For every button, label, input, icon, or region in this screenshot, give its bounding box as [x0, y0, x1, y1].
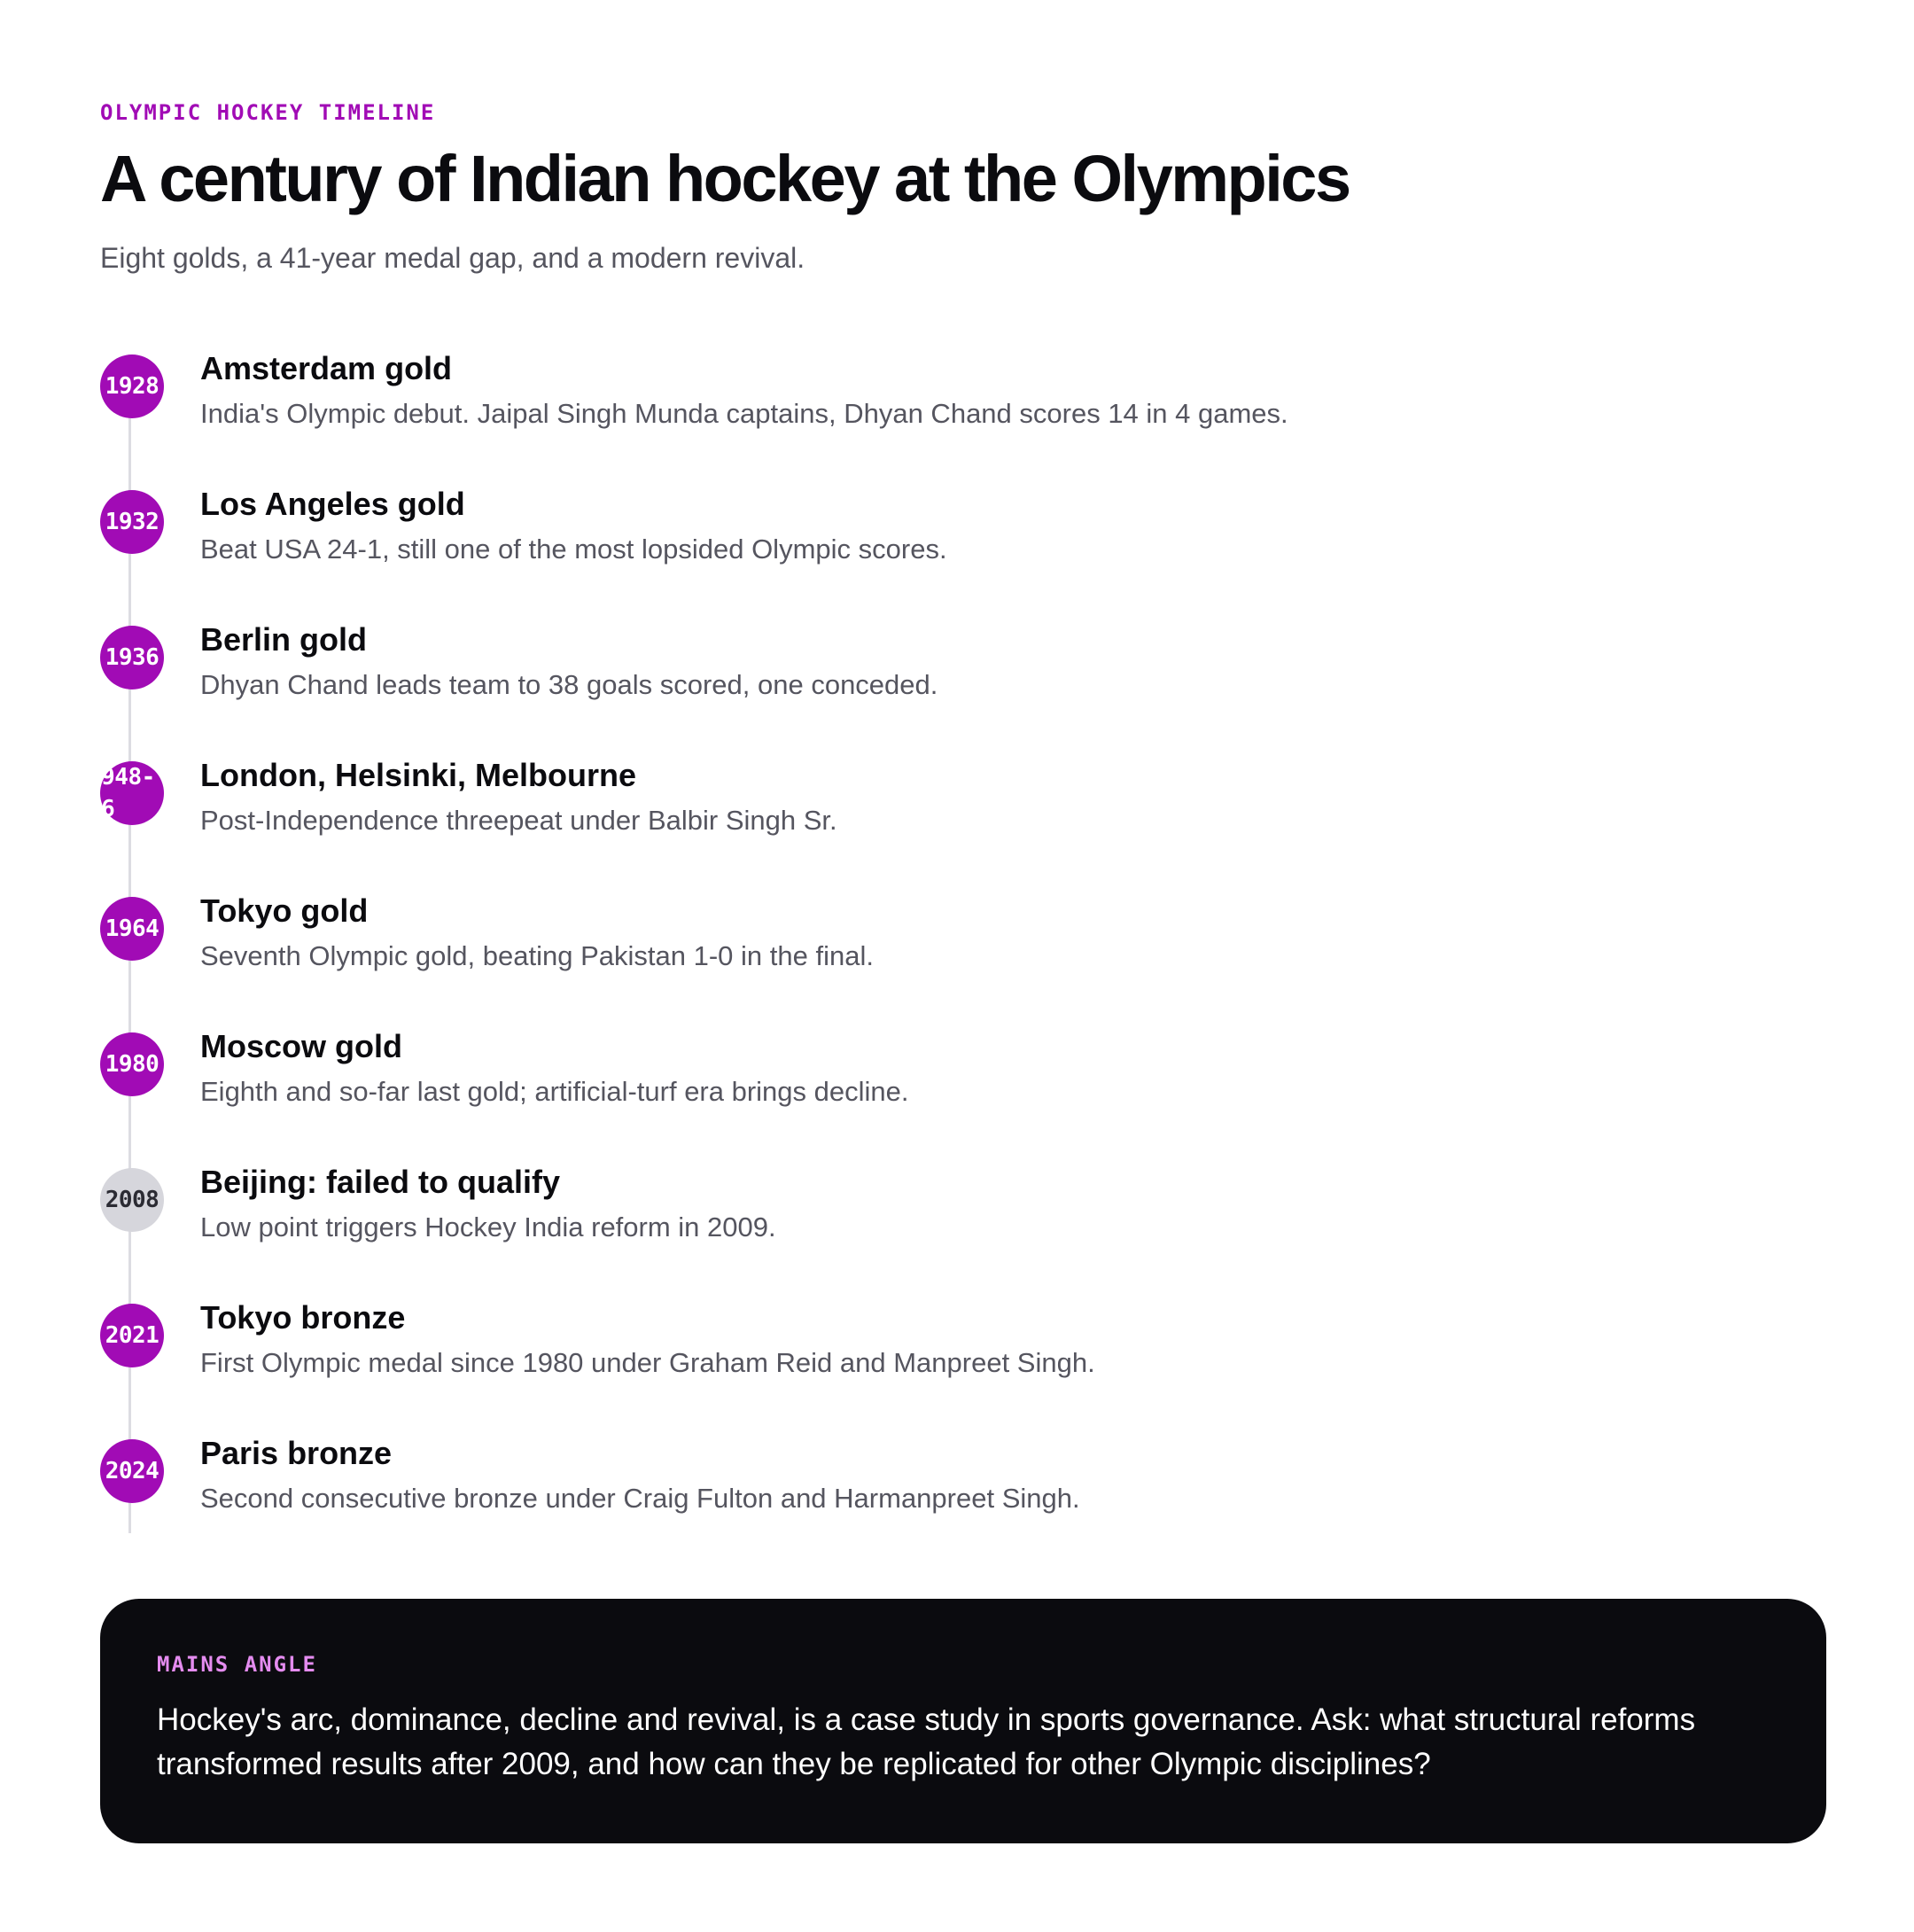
mains-angle-callout — [100, 1599, 1826, 1843]
timeline-event — [88, 757, 1784, 876]
timeline-event — [100, 350, 1784, 470]
timeline-event — [100, 486, 1784, 605]
year-marker — [100, 1032, 164, 1096]
year-label: 1948-56 — [88, 764, 155, 822]
year-label: 2021 — [105, 1322, 160, 1349]
year-label: 1932 — [105, 509, 160, 535]
year-label: 2008 — [105, 1187, 160, 1213]
callout-text: Hockey's arc, dominance, decline and revival, is a case study in sports governance. Ask: what structural reforms transformed results after 2009, and how can they be replicated for other Olympic disciplines? — [157, 1702, 1696, 1781]
event-description: India's Olympic debut. Jaipal Singh Munda captains, Dhyan Chand scores 14 in 4 games. — [200, 398, 1288, 429]
eyebrow-label: OLYMPIC HOCKEY TIMELINE — [100, 100, 436, 125]
event-description: Seventh Olympic gold, beating Pakistan 1-0 in the final. — [200, 940, 874, 971]
year-marker — [100, 354, 164, 418]
year-label: 2024 — [105, 1458, 160, 1484]
event-title: Moscow gold — [200, 1028, 402, 1064]
timeline-event — [100, 621, 1784, 741]
event-title: London, Helsinki, Melbourne — [200, 757, 637, 793]
year-label: 1980 — [105, 1051, 160, 1078]
event-description: Second consecutive bronze under Craig Fulton and Harmanpreet Singh. — [200, 1483, 1080, 1514]
year-label: 1928 — [105, 373, 160, 400]
event-description: Post-Independence threepeat under Balbir Singh Sr. — [200, 805, 837, 836]
event-description: Low point triggers Hockey India reform in 2009. — [200, 1211, 776, 1243]
year-marker — [100, 490, 164, 554]
year-marker — [88, 761, 164, 825]
page-title: A century of Indian hockey at the Olympics — [100, 142, 1350, 215]
event-description: Dhyan Chand leads team to 38 goals scored, one conceded. — [200, 669, 938, 700]
year-marker — [100, 897, 164, 961]
event-title: Amsterdam gold — [200, 350, 453, 386]
year-marker — [100, 1168, 164, 1232]
event-title: Los Angeles gold — [200, 486, 465, 522]
event-description: First Olympic medal since 1980 under Graham Reid and Manpreet Singh. — [200, 1347, 1095, 1378]
year-marker — [100, 1439, 164, 1503]
year-label: 1936 — [105, 644, 160, 671]
timeline-event — [100, 1435, 1784, 1554]
year-marker — [100, 626, 164, 689]
timeline-event — [100, 1299, 1784, 1419]
callout-label: MAINS ANGLE — [157, 1652, 317, 1677]
event-description: Beat USA 24-1, still one of the most lopsided Olympic scores. — [200, 534, 947, 565]
timeline-event — [100, 892, 1784, 1012]
event-title: Paris bronze — [200, 1435, 393, 1471]
year-marker — [100, 1304, 164, 1367]
timeline-event — [100, 1164, 1784, 1283]
timeline-event — [100, 1028, 1784, 1148]
event-description: Eighth and so-far last gold; artificial-turf era brings decline. — [200, 1076, 909, 1107]
event-title: Tokyo bronze — [200, 1299, 406, 1336]
year-label: 1964 — [105, 915, 160, 942]
event-title: Beijing: failed to qualify — [200, 1164, 561, 1200]
page-subtitle: Eight golds, a 41-year medal gap, and a modern revival. — [100, 242, 805, 274]
event-title: Tokyo gold — [200, 892, 369, 929]
event-title: Berlin gold — [200, 621, 367, 658]
